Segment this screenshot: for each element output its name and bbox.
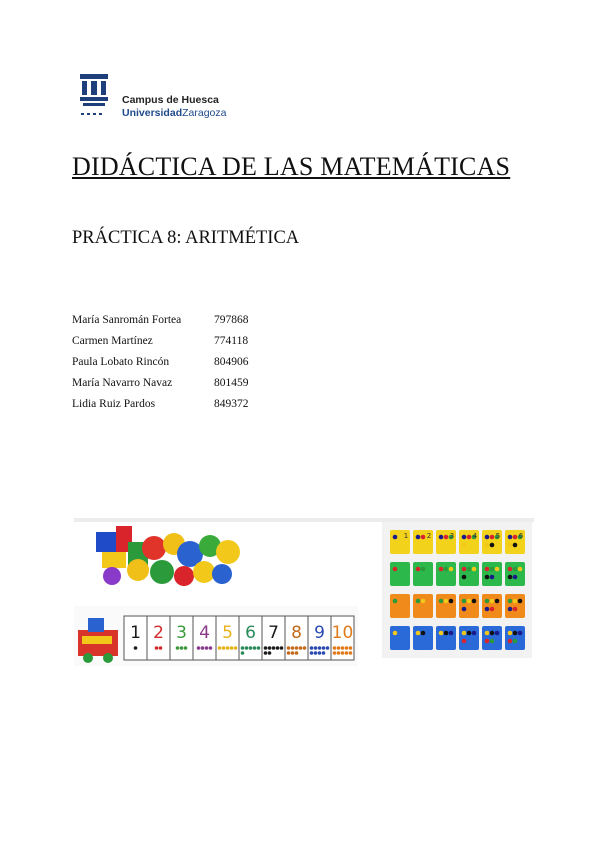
counting-dot (310, 651, 314, 655)
card-dot (490, 543, 495, 548)
card-dot (449, 631, 454, 636)
student-name: Carmen Martínez (72, 335, 153, 347)
card-dot (490, 535, 495, 540)
counting-dot (341, 651, 345, 655)
counting-dot (291, 646, 295, 650)
card-dot (444, 567, 449, 572)
university-crest-icon (78, 72, 110, 118)
card-number: 4 (472, 532, 478, 540)
card-dot (416, 567, 421, 572)
dot-card (390, 562, 410, 586)
counting-dot (268, 651, 272, 655)
card-dot (462, 543, 467, 548)
card-dot (518, 567, 523, 572)
counting-dot (209, 646, 213, 650)
number-strip-image (74, 606, 358, 666)
counting-dot (337, 646, 341, 650)
card-dot (439, 567, 444, 572)
card-dot (485, 575, 490, 580)
document-title: DIDÁCTICA DE LAS MATEMÁTICAS (72, 152, 511, 181)
card-dot (472, 599, 477, 604)
counting-dot (264, 646, 268, 650)
card-dot (472, 631, 477, 636)
card-dot (449, 567, 454, 572)
student-id: 797868 (214, 314, 249, 326)
number-label: 7 (268, 623, 279, 643)
card-dot (495, 567, 500, 572)
card-dot (485, 599, 490, 604)
card-dot (462, 607, 467, 612)
card-dot (485, 631, 490, 636)
counting-dot (280, 646, 284, 650)
number-label: 9 (314, 623, 325, 643)
counting-dot (326, 646, 330, 650)
counting-dot (299, 646, 303, 650)
student-id: 801459 (214, 377, 249, 389)
counting-dot (226, 646, 230, 650)
counting-dot (318, 646, 322, 650)
card-dot (490, 607, 495, 612)
counting-dot (234, 646, 238, 650)
card-dot (508, 639, 513, 644)
card-dot (495, 599, 500, 604)
document-subtitle: PRÁCTICA 8: ARITMÉTICA (72, 228, 300, 248)
counting-dot (287, 651, 291, 655)
card-dot (462, 599, 467, 604)
card-dot (444, 535, 449, 540)
card-dot (416, 599, 421, 604)
card-dot (467, 567, 472, 572)
dot-card (505, 594, 525, 618)
dot-card (459, 562, 479, 586)
train-stripe (82, 636, 112, 644)
dot-card (413, 562, 433, 586)
number-label: 1 (130, 623, 141, 643)
dot-card (413, 594, 433, 618)
card-dot (485, 639, 490, 644)
dot-card (459, 626, 479, 650)
counting-dot (201, 646, 205, 650)
card-dot (449, 599, 454, 604)
construction-blocks-image (92, 522, 247, 588)
counting-dot (272, 646, 276, 650)
card-dot (513, 607, 518, 612)
card-dot (508, 575, 513, 580)
student-name: Lidia Ruiz Pardos (72, 398, 156, 410)
card-dot (444, 599, 449, 604)
counting-dot (253, 646, 257, 650)
counting-dot (264, 651, 268, 655)
dot-card (505, 562, 525, 586)
counting-dot (314, 646, 318, 650)
student-id: 804906 (214, 356, 249, 368)
card-dot (513, 543, 518, 548)
counting-dot (268, 646, 272, 650)
dot-cards-image (382, 522, 532, 658)
counting-dot (310, 646, 314, 650)
card-dot (508, 607, 513, 612)
card-dot (444, 631, 449, 636)
card-dot (490, 631, 495, 636)
card-dot (513, 599, 518, 604)
card-dot (467, 631, 472, 636)
card-dot (421, 535, 426, 540)
counting-dot (333, 651, 337, 655)
dot-card (482, 626, 502, 650)
counting-dot (180, 646, 184, 650)
card-number: 3 (449, 532, 455, 540)
card-dot (393, 599, 398, 604)
student-id: 849372 (214, 398, 249, 410)
counting-dot (341, 646, 345, 650)
dot-card (390, 626, 410, 650)
card-dot (490, 599, 495, 604)
card-dot (472, 567, 477, 572)
card-dot (462, 631, 467, 636)
number-label: 5 (222, 623, 233, 643)
card-dot (462, 639, 467, 644)
counting-dot (295, 651, 299, 655)
card-dot (462, 575, 467, 580)
counting-dot (333, 646, 337, 650)
card-dot (416, 535, 421, 540)
counting-dot (337, 651, 341, 655)
counting-dot (249, 646, 253, 650)
university-label: Universidad (122, 107, 183, 119)
card-dot (518, 599, 523, 604)
number-label: 6 (245, 623, 256, 643)
number-label: 4 (199, 623, 210, 643)
counting-dot (291, 651, 295, 655)
campus-label: Campus de Huesca (122, 94, 219, 106)
counting-dot (322, 646, 326, 650)
counting-dot (159, 646, 163, 650)
card-dot (416, 631, 421, 636)
counting-dot (241, 646, 245, 650)
counting-dot (241, 651, 245, 655)
number-label: 10 (331, 623, 354, 643)
card-number: 6 (518, 532, 524, 540)
counting-dot (155, 646, 159, 650)
counting-dot (222, 646, 226, 650)
card-dot (485, 567, 490, 572)
card-dot (508, 543, 513, 548)
card-dot (439, 599, 444, 604)
student-name: María Sanromán Fortea (72, 314, 182, 326)
card-dot (485, 607, 490, 612)
number-label: 8 (291, 623, 302, 643)
counting-dot (345, 646, 349, 650)
counting-dot (257, 646, 261, 650)
dot-card (482, 594, 502, 618)
counting-dot (303, 646, 307, 650)
card-dot (439, 535, 444, 540)
counting-dot (318, 651, 322, 655)
counting-dot (205, 646, 209, 650)
card-number: 5 (495, 532, 501, 540)
counting-dot (349, 651, 353, 655)
card-dot (467, 535, 472, 540)
counting-dot (134, 646, 138, 650)
counting-dot (295, 646, 299, 650)
dot-cards-grid (382, 522, 532, 658)
card-dot (393, 567, 398, 572)
card-dot (393, 631, 398, 636)
card-dot (508, 535, 513, 540)
counting-dot (314, 651, 318, 655)
card-number: 2 (426, 532, 432, 540)
dot-card (482, 562, 502, 586)
counting-dot (287, 646, 291, 650)
student-name: María Navarro Navaz (72, 377, 173, 389)
card-dot (508, 567, 513, 572)
card-dot (490, 639, 495, 644)
dot-card (436, 562, 456, 586)
card-dot (421, 599, 426, 604)
university-name (122, 94, 226, 120)
number-strip (74, 606, 358, 666)
train-wheel (103, 653, 113, 663)
card-dot (490, 567, 495, 572)
counting-dot (245, 646, 249, 650)
counting-dot (349, 646, 353, 650)
student-id: 774118 (214, 335, 249, 347)
number-label: 2 (153, 623, 164, 643)
card-dot (485, 543, 490, 548)
card-dot (513, 575, 518, 580)
dot-card (413, 626, 433, 650)
university-city: Zaragoza (182, 107, 227, 119)
card-number: 1 (403, 532, 409, 540)
dot-card (459, 594, 479, 618)
card-dot (513, 631, 518, 636)
card-dot (439, 631, 444, 636)
card-dot (421, 631, 426, 636)
dot-card (436, 626, 456, 650)
train-wheel (83, 653, 93, 663)
card-dot (495, 631, 500, 636)
card-dot (513, 535, 518, 540)
dot-card (436, 594, 456, 618)
card-dot (462, 567, 467, 572)
card-dot (467, 599, 472, 604)
university-logo (78, 72, 248, 122)
counting-dot (322, 651, 326, 655)
card-dot (513, 639, 518, 644)
student-name: Paula Lobato Rincón (72, 356, 170, 368)
dot-card (505, 626, 525, 650)
counting-dot (345, 651, 349, 655)
card-dot (485, 535, 490, 540)
card-dot (393, 535, 398, 540)
card-dot (508, 599, 513, 604)
counting-dot (230, 646, 234, 650)
card-dot (518, 631, 523, 636)
counting-dot (184, 646, 188, 650)
counting-dot (276, 646, 280, 650)
card-dot (508, 631, 513, 636)
train-cabin (88, 618, 104, 632)
card-dot (462, 535, 467, 540)
number-label: 3 (176, 623, 187, 643)
counting-dot (197, 646, 201, 650)
card-dot (490, 575, 495, 580)
card-dot (513, 567, 518, 572)
dot-card (390, 594, 410, 618)
counting-dot (176, 646, 180, 650)
counting-dot (218, 646, 222, 650)
card-dot (421, 567, 426, 572)
